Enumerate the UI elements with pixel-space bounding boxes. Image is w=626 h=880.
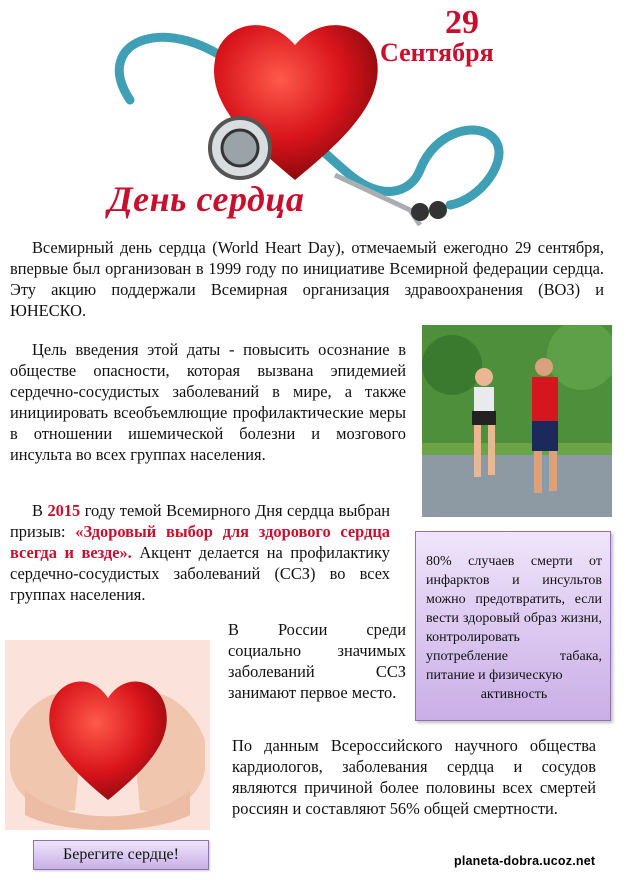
goal-paragraph: Цель введения этой даты - повысить осознание в обществе опасности, которая вызвана эпидемией сердечно-сосудистых заболеваний в мире, а также инициировать всеобъемлющие профилактические меры в отношении ишемической болезни и мозгового инсульта во всех группах населения. <box>10 340 406 464</box>
theme-paragraph <box>10 500 390 605</box>
theme-suffix: Акцент делается на профилактику сердечно-сосудистых заболеваний (ССЗ) во всех группах населения. <box>10 543 390 604</box>
date-day: 29 <box>445 4 479 41</box>
page-title: День сердца <box>108 179 305 219</box>
info-box-text: 80% случаев смерти от инфарктов и инсультов можно предотвратить, если вести здоровый образ жизни, контролировать употребление табака, питание и физическую <box>426 554 602 683</box>
theme-slogan: «Здоровый выбор для здорового сердца всегда и везде». <box>10 522 391 562</box>
info-box <box>415 531 611 721</box>
intro-paragraph: Всемирный день сердца (World Heart Day), отмечаемый ежегодно 29 сентября, впервые был организован в 1999 году по инициативе Всемирной федерации сердца. Эту акцию поддержали Всемирная организация здравоохранения (ВОЗ) и ЮНЕСКО. <box>10 238 604 320</box>
take-care-button: Берегите сердце! <box>33 840 209 870</box>
theme-middle: году темой Всемирного Дня сердца выбран призыв: <box>10 501 391 541</box>
info-box-last-word: активность <box>480 687 548 702</box>
runners-photo <box>422 325 612 517</box>
date-month: Сентября <box>380 38 494 67</box>
hands-heart-photo <box>5 640 210 830</box>
russia-paragraph: В России среди социально значимых заболеваний ССЗ занимают первое место. <box>228 620 406 702</box>
theme-year: 2015 <box>47 501 81 520</box>
theme-prefix: В <box>32 501 48 520</box>
society-paragraph: По данным Всероссийского научного общества кардиологов, заболевания сердца и сосудов являются причиной более половины всех смертей россиян и составляют 56% общей смертности. <box>232 736 596 818</box>
watermark: planeta-dobra.ucoz.net <box>454 854 596 868</box>
